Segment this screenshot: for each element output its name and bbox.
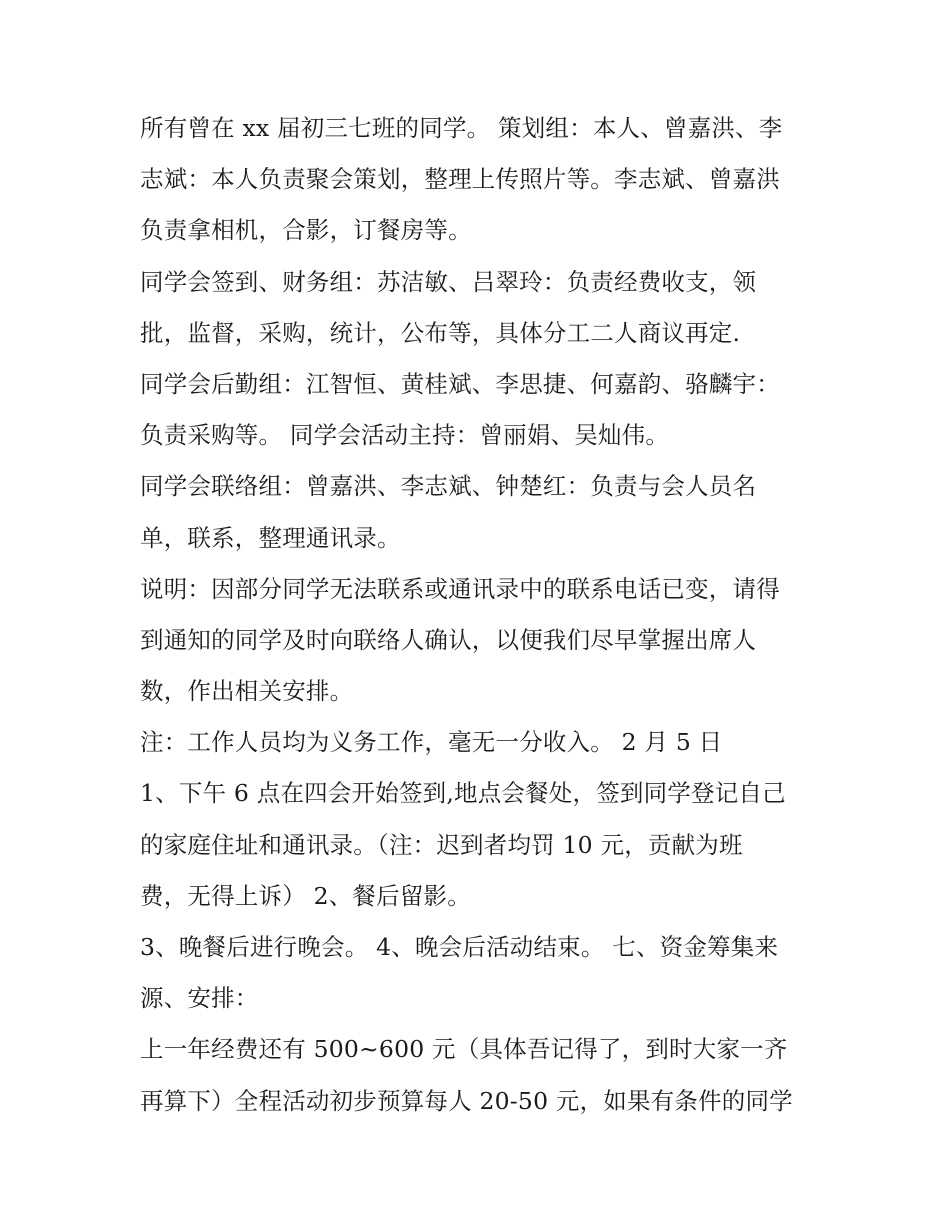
text-line: 上一年经费还有 500~600 元（具体吾记得了，到时大家一齐: [140, 1035, 788, 1064]
text-line: 再算下）全程活动初步预算每人 20-50 元，如果有条件的同学: [140, 1086, 793, 1115]
text-line: 同学会签到、财务组：苏洁敏、吕翠玲：负责经费收支，领: [140, 267, 757, 296]
text-line: 同学会联络组：曾嘉洪、李志斌、钟楚红：负责与会人员名: [140, 472, 757, 501]
text-line: 说明：因部分同学无法联系或通讯录中的联系电话已变，请得: [140, 574, 780, 603]
text-line: 志斌：本人负责聚会策划，整理上传照片等。李志斌、曾嘉洪: [140, 165, 780, 194]
text-line: 到通知的同学及时向联络人确认，以便我们尽早掌握出席人: [140, 625, 757, 654]
text-line: 所有曾在 xx 届初三七班的同学。 策划组：本人、曾嘉洪、李: [140, 114, 783, 142]
text-line: 数，作出相关安排。: [140, 677, 354, 706]
text-line: 注：工作人员均为义务工作，毫无一分收入。 2 月 5 日: [140, 728, 723, 757]
text-line: 的家庭住址和通讯录。（注：迟到者均罚 10 元，贡献为班: [140, 830, 743, 859]
text-line: 单，联系，整理通讯录。: [140, 523, 401, 552]
text-line: 同学会后勤组：江智恒、黄桂斌、李思捷、何嘉韵、骆麟宇：: [140, 369, 780, 398]
text-line: 负责拿相机，合影，订餐房等。: [140, 216, 472, 245]
text-line: 3、晚餐后进行晚会。 4、晚会后活动结束。 七、资金筹集来: [140, 933, 779, 961]
text-line: 1、下午 6 点在四会开始签到,地点会餐处，签到同学登记自己: [140, 779, 786, 808]
document-body: [140, 103, 820, 1127]
text-line: 批，监督，采购，统计，公布等，具体分工二人商议再定.: [140, 318, 741, 347]
text-line: 负责采购等。 同学会活动主持：曾丽娟、吴灿伟。: [140, 421, 670, 450]
text-line: 源、安排：: [140, 984, 259, 1013]
text-line: 费，无得上诉） 2、餐后留影。: [140, 881, 471, 910]
